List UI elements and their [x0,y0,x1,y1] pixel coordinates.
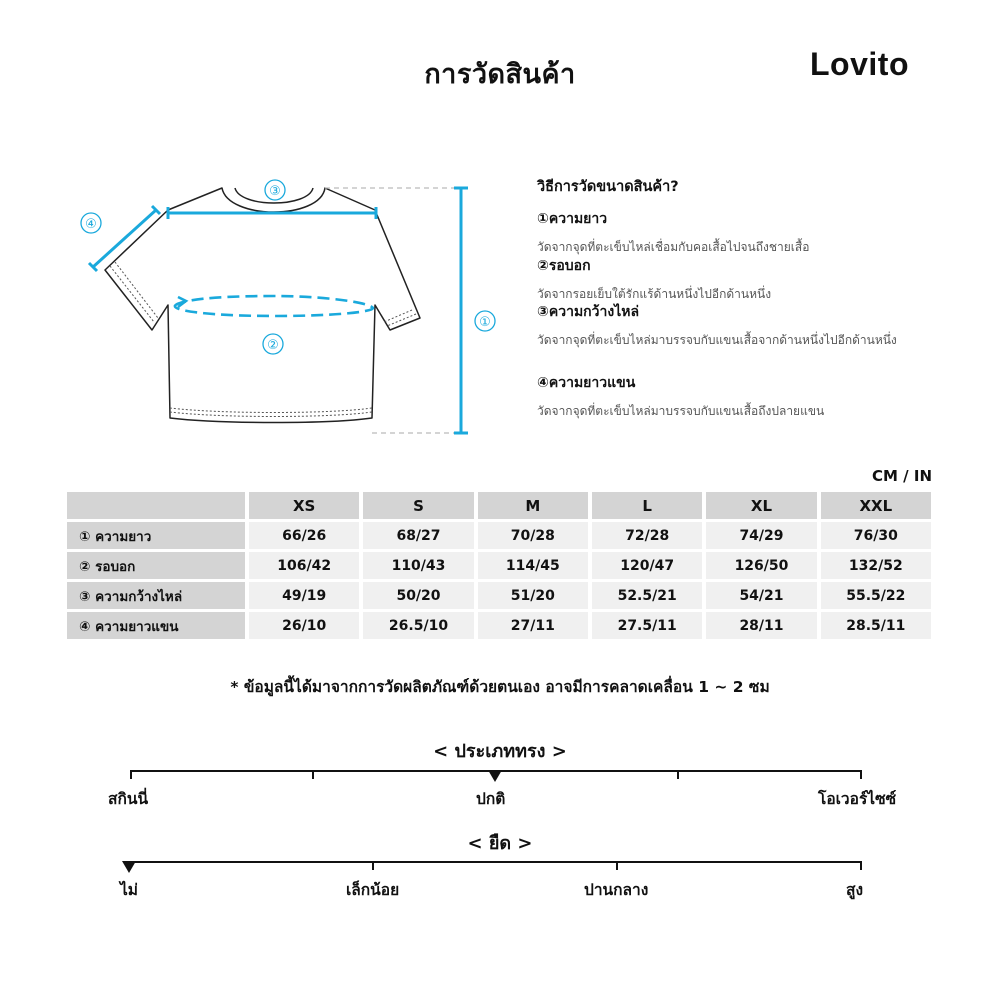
instruction-heading: ③ความกว้างไหล่ [537,304,640,320]
marker-shoulder: ③ [269,184,281,199]
table-cell: 68/27 [363,522,473,549]
fit-label-skinny: สกินนี่ [108,790,149,808]
instruction-chest [537,255,917,306]
stretch-scale [128,861,862,873]
fit-scale-title: < ประเภททรง > [433,741,567,762]
table-cell: 70/28 [478,522,588,549]
size-table [63,489,935,642]
table-cell: 54/21 [706,582,816,609]
table-row [67,612,931,639]
table-row [67,552,931,579]
stretch-scale-line [128,861,862,863]
instruction-heading: ①ความยาว [537,211,608,227]
fit-scale [130,770,862,782]
instruction-text: วัดจากรอยเย็บใต้รักแร้ด้านหนึ่งไปอีกด้านหนึ่ง [537,287,772,301]
stretch-scale-tick [616,861,618,870]
fit-selected-marker-icon [488,770,502,782]
instruction-heading: ②รอบอก [537,258,591,274]
instruction-shoulder [537,301,917,352]
header-blank-cell [67,492,245,519]
instruction-sleeve [537,372,917,423]
stretch-label-slight: เล็กน้อย [346,881,400,899]
fit-scale-tick [860,770,862,779]
size-header: S [363,492,473,519]
table-cell: 51/20 [478,582,588,609]
table-cell: 27/11 [478,612,588,639]
stretch-label-medium: ปานกลาง [584,881,649,899]
table-cell: 28.5/11 [821,612,931,639]
row-label: ② รอบอก [67,552,245,579]
marker-length: ① [479,315,491,330]
table-cell: 72/28 [592,522,702,549]
table-cell: 50/20 [363,582,473,609]
table-cell: 110/43 [363,552,473,579]
stretch-scale-tick [372,861,374,870]
unit-label: CM / IN [872,467,932,485]
table-cell: 52.5/21 [592,582,702,609]
size-header: L [592,492,702,519]
table-row [67,522,931,549]
how-to-measure-title: วิธีการวัดขนาดสินค้า? [537,179,679,195]
fit-scale-tick [130,770,132,779]
instruction-text: วัดจากจุดที่ตะเข็บไหล่มาบรรจบกับแขนเสื้อถึงปลายแขน [537,404,825,418]
table-cell: 132/52 [821,552,931,579]
size-header: M [478,492,588,519]
stretch-label-none: ไม่ [120,881,139,899]
size-header: XL [706,492,816,519]
size-header: XXL [821,492,931,519]
row-label: ④ ความยาวแขน [67,612,245,639]
fit-label-regular: ปกติ [476,790,506,808]
row-label: ③ ความกว้างไหล่ [67,582,245,609]
table-cell: 27.5/11 [592,612,702,639]
stretch-scale-tick [860,861,862,870]
stretch-label-high: สูง [846,881,864,899]
row-label: ① ความยาว [67,522,245,549]
table-cell: 28/11 [706,612,816,639]
instruction-length [537,208,917,259]
table-cell: 120/47 [592,552,702,579]
instruction-text: วัดจากจุดที่ตะเข็บไหล่มาบรรจบกับแขนเสื้อจากด้านหนึ่งไปอีกด้านหนึ่ง [537,333,897,347]
measurement-note: * ข้อมูลนี้ได้มาจากการวัดผลิตภัณฑ์ด้วยตนเอง อาจมีการคลาดเคลื่อน 1 ~ 2 ซม [230,678,770,696]
table-cell: 76/30 [821,522,931,549]
size-header-row [67,492,931,519]
tshirt-outline [105,188,420,423]
brand-logo: Lovito [810,46,909,82]
instruction-text: วัดจากจุดที่ตะเข็บไหล่เชื่อมกับคอเสื้อไปจนถึงชายเสื้อ [537,240,810,254]
table-cell: 126/50 [706,552,816,579]
tshirt-diagram [60,170,510,445]
fit-scale-tick [677,770,679,779]
table-row [67,582,931,609]
fit-scale-tick [312,770,314,779]
table-cell: 26/10 [249,612,359,639]
stretch-scale-title: < ยืด > [467,833,533,854]
table-cell: 106/42 [249,552,359,579]
table-cell: 49/19 [249,582,359,609]
length-measure-line [454,188,468,433]
table-cell: 55.5/22 [821,582,931,609]
page-title: การวัดสินค้า [424,59,576,90]
table-cell: 66/26 [249,522,359,549]
stretch-selected-marker-icon [122,861,136,873]
table-cell: 74/29 [706,522,816,549]
instruction-heading: ④ความยาวแขน [537,375,636,391]
table-cell: 114/45 [478,552,588,579]
fit-label-oversize: โอเวอร์ไซซ์ [818,790,897,808]
table-cell: 26.5/10 [363,612,473,639]
marker-chest: ② [267,338,279,353]
marker-sleeve: ④ [85,217,97,232]
size-header: XS [249,492,359,519]
